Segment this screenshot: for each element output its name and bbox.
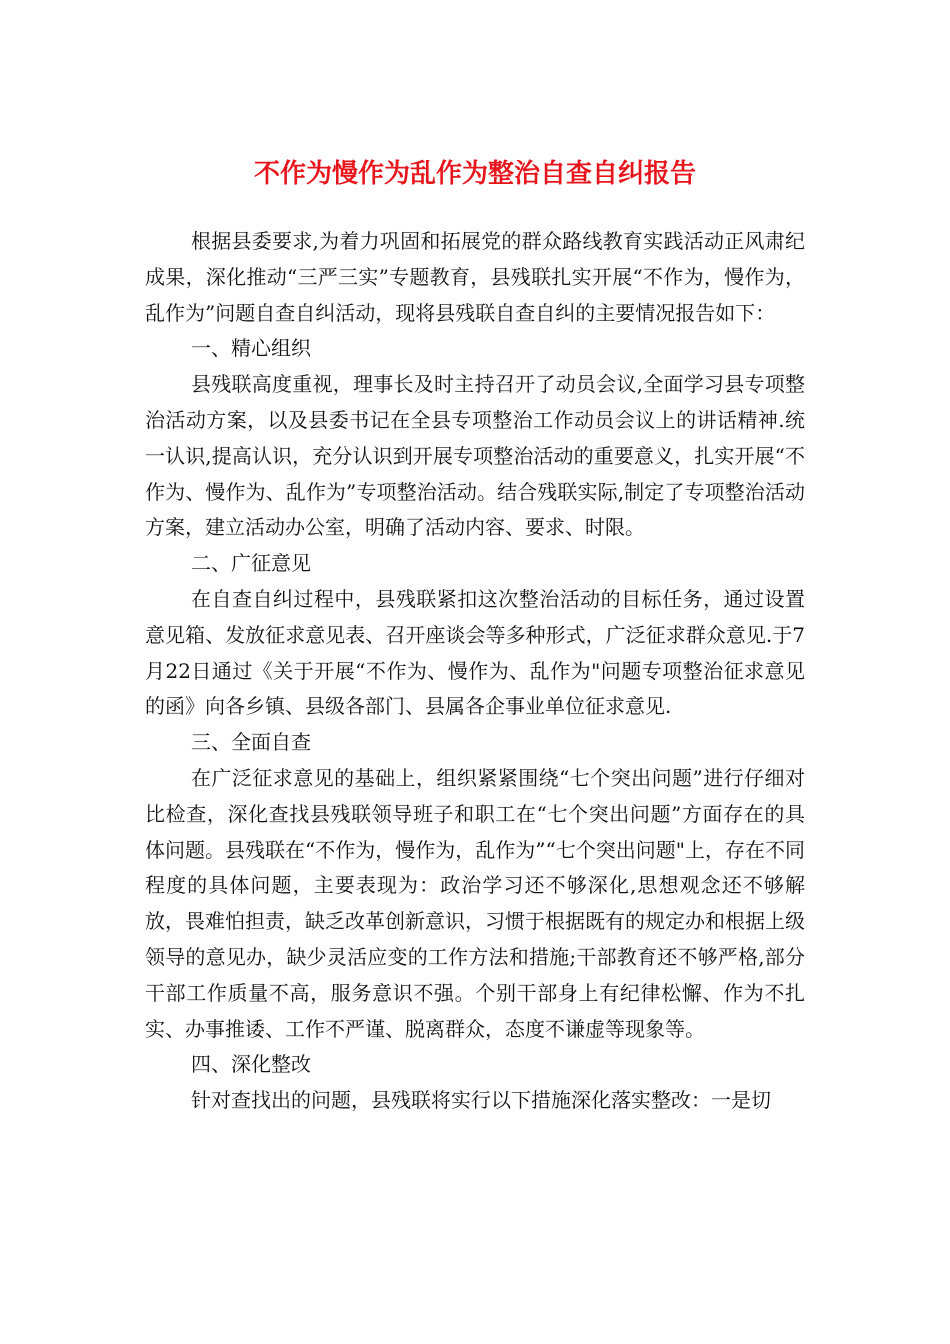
intro-paragraph: 根据县委要求,为着力巩固和拓展党的群众路线教育实践活动正风肃纪成果，深化推动“三严三实”专题教育，县残联扎实开展“不作为，慢作为，乱作为”问题自查自纠活动，现将县残联自查自纠的主要情况报告如下： [145, 229, 805, 325]
section-heading-4: 四、深化整改 [191, 1052, 311, 1077]
section-body-4: 针对查找出的问题，县残联将实行以下措施深化落实整改：一是切 [191, 1088, 771, 1113]
document-title: 不作为慢作为乱作为整治自查自纠报告 [253, 159, 696, 189]
section-heading-1: 一、精心组织 [191, 336, 311, 361]
section-body-2: 在自查自纠过程中，县残联紧扣这次整治活动的目标任务，通过设置意见箱、发放征求意见表、召开座谈会等多种形式，广泛征求群众意见.于7月22日通过《关于开展“不作为、慢作为、乱作为"问题专项整治征求意见的函》向各乡镇、县级各部门、县属各企事业单位征求意见. [145, 586, 805, 719]
document-page [145, 150, 805, 1119]
section-heading-2: 二、广征意见 [191, 551, 311, 576]
section-body-3: 在广泛征求意见的基础上，组织紧紧围绕“七个突出问题”进行仔细对比检查，深化查找县残联领导班子和职工在“七个突出问题”方面存在的具体问题。县残联在“不作为，慢作为，乱作为”“七个突出问题"上，存在不同程度的具体问题，主要表现为：政治学习还不够深化,思想观念还不够解放，畏难怕担责，缺乏改革创新意识，习惯于根据既有的规定办和根据上级领导的意见办，缺少灵活应变的工作方法和措施;干部教育还不够严格,部分干部工作质量不高，服务意识不强。个别干部身上有纪律松懈、作为不扎实、办事推诿、工作不严谨、脱离群众，态度不谦虚等现象等。 [145, 765, 805, 1041]
section-body-1: 县残联高度重视，理事长及时主持召开了动员会议,全面学习县专项整治活动方案，以及县委书记在全县专项整治工作动员会议上的讲话精神.统一认识,提高认识，充分认识到开展专项整治活动的重要意义，扎实开展“不作为、慢作为、乱作为”专项整治活动。结合残联实际,制定了专项整治活动方案，建立活动办公室，明确了活动内容、要求、时限。 [145, 372, 805, 540]
section-heading-3: 三、全面自查 [191, 730, 311, 755]
